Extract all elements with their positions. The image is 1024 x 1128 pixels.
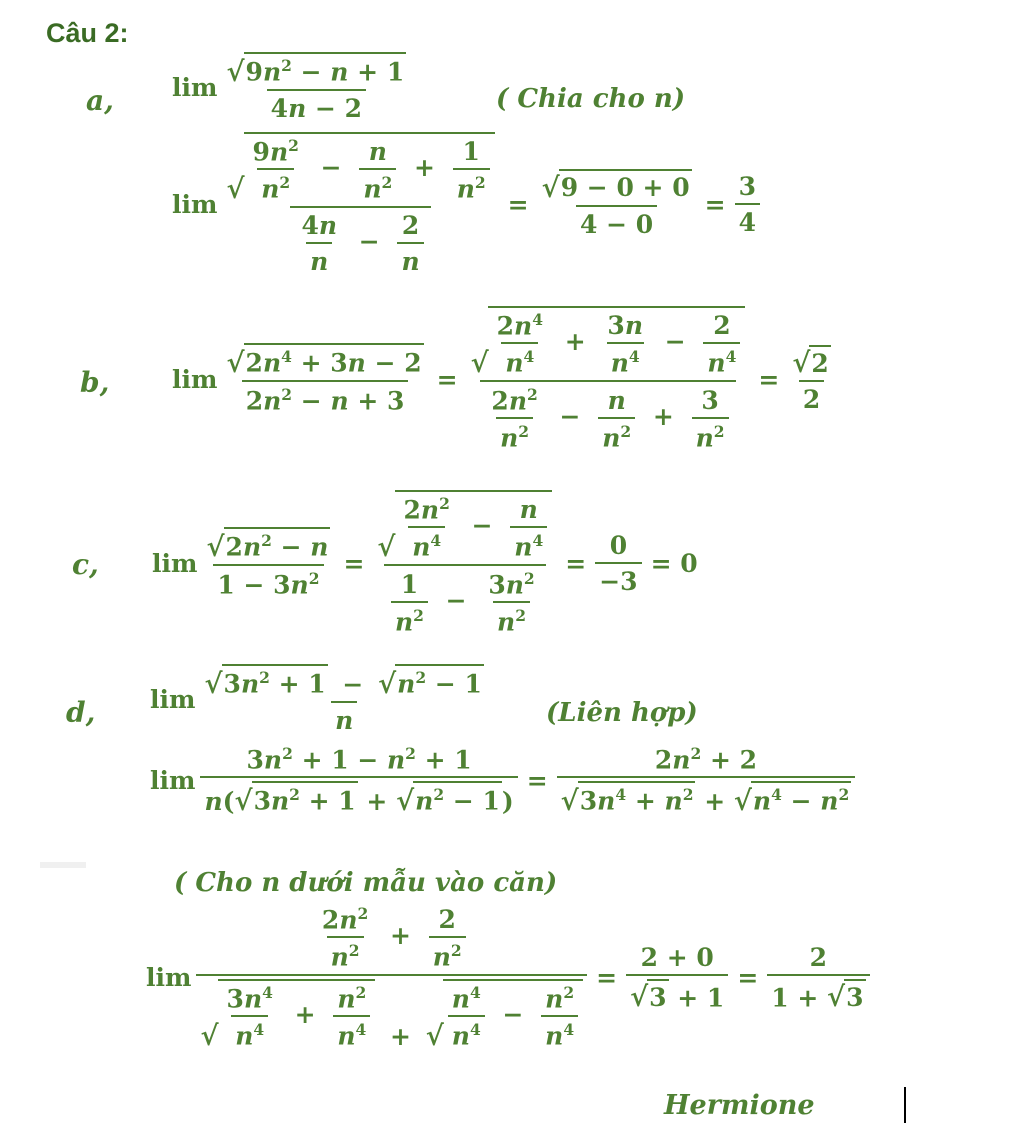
question-title: Câu 2:	[46, 18, 129, 48]
part-d-limit-expression: lim √ $3n^2 + 1$ − √ $n^2 - 1$ n	[150, 664, 491, 735]
part-d-final-step: lim $\frac{2n^2}{n^2}$ + $\frac{2}{n^2}$ √ $\frac{3n^4}{n^4}$ + $\frac{n^2}{n^4}$ + √ $\frac{n^4}{n^4}$ − $\frac{n^2}{n^4}$ = 2 + 0 √ 3 + 1 = 2 1 + √ 3	[146, 904, 873, 1051]
part-d-conjugate-step: lim $3n^2 + 1 - n^2 + 1$ n( √ $3n^2 + 1$ + √ $n^2 - 1$ ) = $2n^2 + 2$ √ $3n^4 + n^2$ + √ $n^4 - n^2$	[150, 744, 858, 816]
part-c-solution: lim √ $2n^2 - n$ $1 - 3n^2$ = √ $\frac{2n^2}{n^4}$ − $\frac{n}{n^4}$ $\frac{1}{n^2}$ − $\frac{3n^2}{n^2}$ = $\frac{0}{-3}$ = 0	[152, 490, 704, 637]
part-b-label: b,	[80, 366, 110, 399]
part-a-limit-expression: lim √ $9n^2 - n + 1$ 4n − 2	[172, 52, 413, 123]
part-c-label: c,	[72, 548, 99, 581]
part-a-solution: lim √ $\frac{9n^2}{n^2}$ − $\frac{n}{n^2}$ + $\frac{1}{n^2}$ $\frac{4n}{n}$ − $\frac{2}{n}$ = √ 9 − 0 + 0 4 − 0 = $\frac{3}{4}$	[172, 132, 763, 276]
author-signature: Hermione	[664, 1090, 815, 1121]
text-cursor	[904, 1087, 906, 1123]
faint-divider	[40, 862, 86, 868]
part-d-label: d,	[66, 696, 96, 729]
part-d-note: (Liên hợp)	[546, 698, 698, 728]
part-a-note: ( Chia cho n)	[496, 84, 686, 114]
part-a-label: a,	[86, 84, 114, 117]
part-d-note-2: ( Cho n dưới mẫu vào căn)	[174, 868, 558, 898]
part-b-solution: lim √ $2n^4 + 3n - 2$ $2n^2 - n + 3$ = √ $\frac{2n^4}{n^4}$ + $\frac{3n}{n^4}$ − $\frac{2}{n^4}$ $\frac{2n^2}{n^2}$ − $\frac{n}{n^2}$ + $\frac{3}{n^2}$ = √ 2 2	[172, 306, 838, 453]
